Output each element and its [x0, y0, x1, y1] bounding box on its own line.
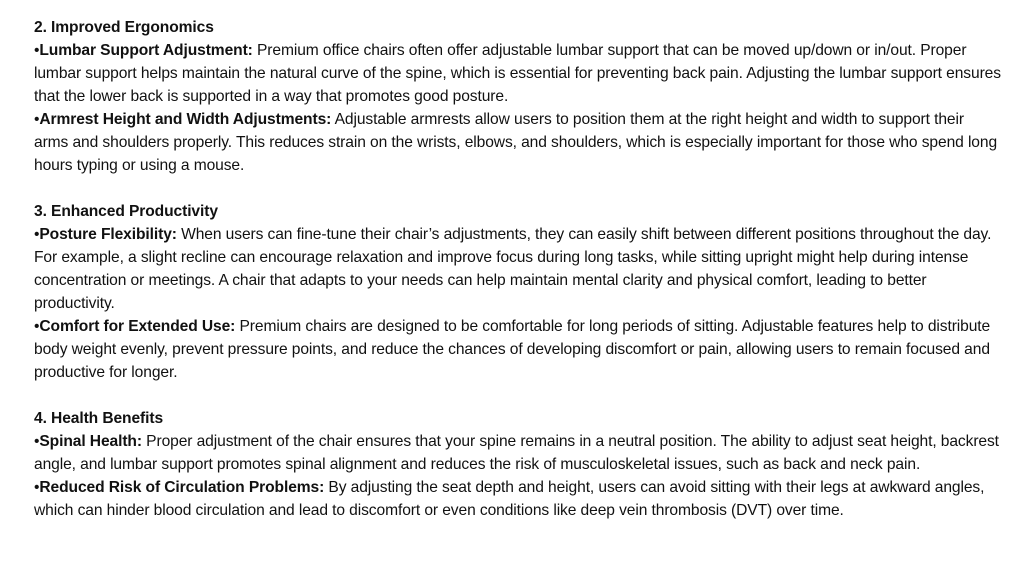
bullet-label: Lumbar Support Adjustment: — [39, 42, 253, 59]
section-heading: 4. Health Benefits — [34, 410, 164, 427]
bullet-text: When users can fine-tune their chair’s adjustments, they can easily shift between different positions throughout the day. For example, a slight recline can encourage relaxation and improve focus during long tasks, while sitting upright might help during intense concentration or meetings. A chair that adapts to your needs can help maintain mental clarity and physical comfort, leading to better productivity. — [34, 226, 992, 312]
bullet-item-spinal-health — [34, 430, 1002, 476]
bullet-text: By adjusting the seat depth and height, users can avoid sitting with their legs at awkward angles, which can hinder blood circulation and lead to discomfort or even conditions like deep vein thrombosis (DVT) over time. — [34, 479, 985, 519]
bullet-marker: • — [34, 42, 40, 59]
section-improved-ergonomics — [34, 16, 1002, 177]
bullet-item-posture-flexibility — [34, 223, 1002, 315]
document-page — [34, 16, 1002, 522]
bullet-item-comfort-extended-use — [34, 315, 1002, 384]
bullet-label: Spinal Health: — [39, 433, 142, 450]
bullet-item-armrest-adjustments — [34, 108, 1002, 177]
bullet-marker: • — [34, 479, 40, 496]
section-heading: 2. Improved Ergonomics — [34, 19, 214, 36]
section-heading: 3. Enhanced Productivity — [34, 203, 218, 220]
bullet-label: Reduced Risk of Circulation Problems: — [39, 479, 325, 496]
bullet-text: Premium chairs are designed to be comfortable for long periods of sitting. Adjustable features help to distribute body weight evenly, prevent pressure points, and reduce the chances of developing discomfort or pain, allowing users to remain focused and productive for longer. — [34, 318, 991, 381]
bullet-marker: • — [34, 433, 40, 450]
bullet-marker: • — [34, 111, 40, 128]
bullet-item-lumbar-support — [34, 39, 1002, 108]
bullet-item-circulation-problems — [34, 476, 1002, 522]
bullet-marker: • — [34, 226, 40, 243]
bullet-label: Armrest Height and Width Adjustments: — [39, 111, 332, 128]
bullet-text: Premium office chairs often offer adjustable lumbar support that can be moved up/down or in/out. Proper lumbar support helps maintain the natural curve of the spine, which is essential for preventing back pain. Adjusting the lumbar support ensures that the lower back is supported in a way that promotes good posture. — [34, 42, 1001, 105]
bullet-text: Proper adjustment of the chair ensures that your spine remains in a neutral position. The ability to adjust seat height, backrest angle, and lumbar support promotes spinal alignment and reduces the risk of musculoskeletal issues, such as back and neck pain. — [34, 433, 999, 473]
bullet-label: Posture Flexibility: — [39, 226, 177, 243]
section-enhanced-productivity — [34, 200, 1002, 384]
section-health-benefits — [34, 407, 1002, 522]
bullet-label: Comfort for Extended Use: — [39, 318, 236, 335]
bullet-text: Adjustable armrests allow users to position them at the right height and width to support their arms and shoulders properly. This reduces strain on the wrists, elbows, and shoulders, which is especially important for those who spend long hours typing or using a mouse. — [34, 111, 998, 174]
bullet-marker: • — [34, 318, 40, 335]
